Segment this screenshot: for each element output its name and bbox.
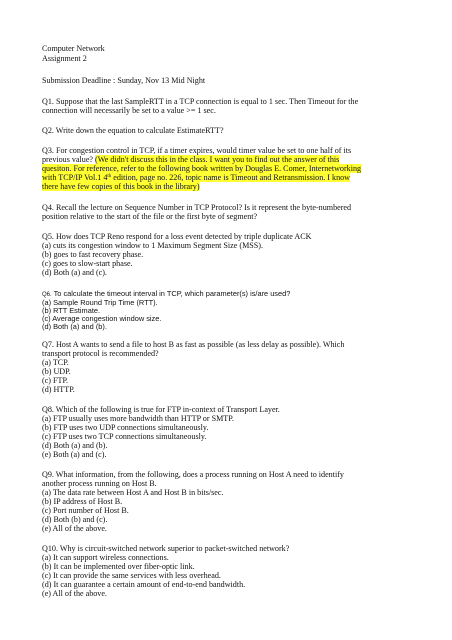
q3-line-5 [42,182,414,191]
q6-option-a: (a) Sample Round Trip Time (RTT). [42,298,158,307]
q8-option-d: (d) Both (a) and (b). [42,441,108,450]
q7-option-c: (c) FTP. [42,376,69,385]
q10-option-e: (e) All of the above. [42,589,107,598]
q5-option-a: (a) cuts its congestion window to 1 Maximum Segment Size (MSS). [42,241,263,250]
q3-highlight-3 [42,173,350,182]
q7-option-d: (d) HTTP. [42,385,75,394]
q8-option-b: (b) FTP uses two UDP connections simultaneously. [42,423,209,432]
q2-line-1: Q2. Write down the equation to calculate EstimateRTT? [42,126,224,135]
q6-question: To calculate the timeout interval in TCP, which parameter(s) is/are used? [51,289,291,298]
submission-deadline: Submission Deadline : Sunday, Nov 13 Mid Night [42,76,206,85]
q9-option-b: (b) IP address of Host B. [42,497,123,506]
q3-line-2-plain: previous value? [42,155,96,164]
q8-line-1: Q8. Which of the following is true for FTP in-context of Transport Layer. [42,405,280,414]
q10-option-a: (a) It can support wireless connections. [42,553,169,562]
q7-line-1: Q7. Host A wants to send a file to host B as fast as possible (as less delay as possible). Which [42,340,345,349]
q6-option-b: (b) RTT Estimate. [42,306,101,315]
q3-line-4-b: edition, page no. 226, topic name is Timeout and Retransmission. I know [111,173,351,182]
q3-line-2 [42,155,414,164]
q7-line-2: transport protocol is recommended? [42,349,159,358]
q8-option-e: (e) Both (a) and (c). [42,450,107,459]
q3-highlight-2: quesiton. For reference, refer to the following book written by Douglas E. Comer, Internetworking [42,164,362,173]
q8-option-a: (a) FTP usually uses more bandwidth than HTTP or SMTP. [42,414,234,423]
q3-highlight-1: (We didn't discuss this in the class. I want you to find out the answer of this [95,155,340,164]
q9-option-d: (d) Both (b) and (c). [42,515,108,524]
q6-option-c: (c) Average congestion window size. [42,314,162,323]
q3-line-4-a: with TCP/IP Vol.1 4 [42,173,108,182]
q10-option-c: (c) It can provide the same services with less overhead. [42,571,221,580]
q7-option-a: (a) TCP. [42,358,69,367]
q1-line-1: Q1. Suppose that the last SampleRTT in a TCP connection is equal to 1 sec. Then Timeout for the [42,97,359,106]
q10-line-1: Q10. Why is circuit-switched network superior to packet-switched network? [42,544,290,553]
q6-prefix: Q6. [42,292,52,298]
q6-option-d: (d) Both (a) and (b). [42,322,107,331]
q5-line-1: Q5. How does TCP Reno respond for a loss event detected by triple duplicate ACK [42,232,312,241]
assignment-title: Assignment 2 [42,54,87,63]
q10-option-b: (b) It can be implemented over fiber-optic link. [42,562,195,571]
q3-line-4 [42,173,414,182]
q3-superscript: th [107,174,112,179]
q9-line-2: another process running on Host B. [42,479,157,488]
q5-option-d: (d) Both (a) and (c). [42,268,107,277]
q9-option-e: (e) All of the above. [42,524,107,533]
q10-option-d: (d) It can guarantee a certain amount of end-to-end bandwidth. [42,580,246,589]
q4-line-2: position relative to the start of the file or the first byte of segment? [42,212,258,221]
q3-highlight-4: there have few copies of this book in the library) [42,182,200,191]
q5-option-c: (c) goes to slow-start phase. [42,259,133,268]
q3-line-1: Q3. For congestion control in TCP, if a timer expires, would timer value be set to one half of its [42,146,352,155]
q7-option-b: (b) UDP. [42,367,71,376]
q8-option-c: (c) FTP uses two TCP connections simultaneously. [42,432,207,441]
q5-option-b: (b) goes to fast recovery phase. [42,250,144,259]
q3-line-3 [42,164,414,173]
q4-line-1: Q4. Recall the lecture on Sequence Number in TCP Protocol? Is it represent the byte-numbered [42,203,352,212]
q9-line-1: Q9. What information, from the following, does a process running on Host A need to identify [42,470,344,479]
q1-line-2: connection will necessarily be set to a value >= 1 sec. [42,106,216,115]
q9-option-c: (c) Port number of Host B. [42,506,129,515]
q9-option-a: (a) The data rate between Host A and Host B in bits/sec. [42,488,224,497]
course-title: Computer Network [42,44,105,53]
